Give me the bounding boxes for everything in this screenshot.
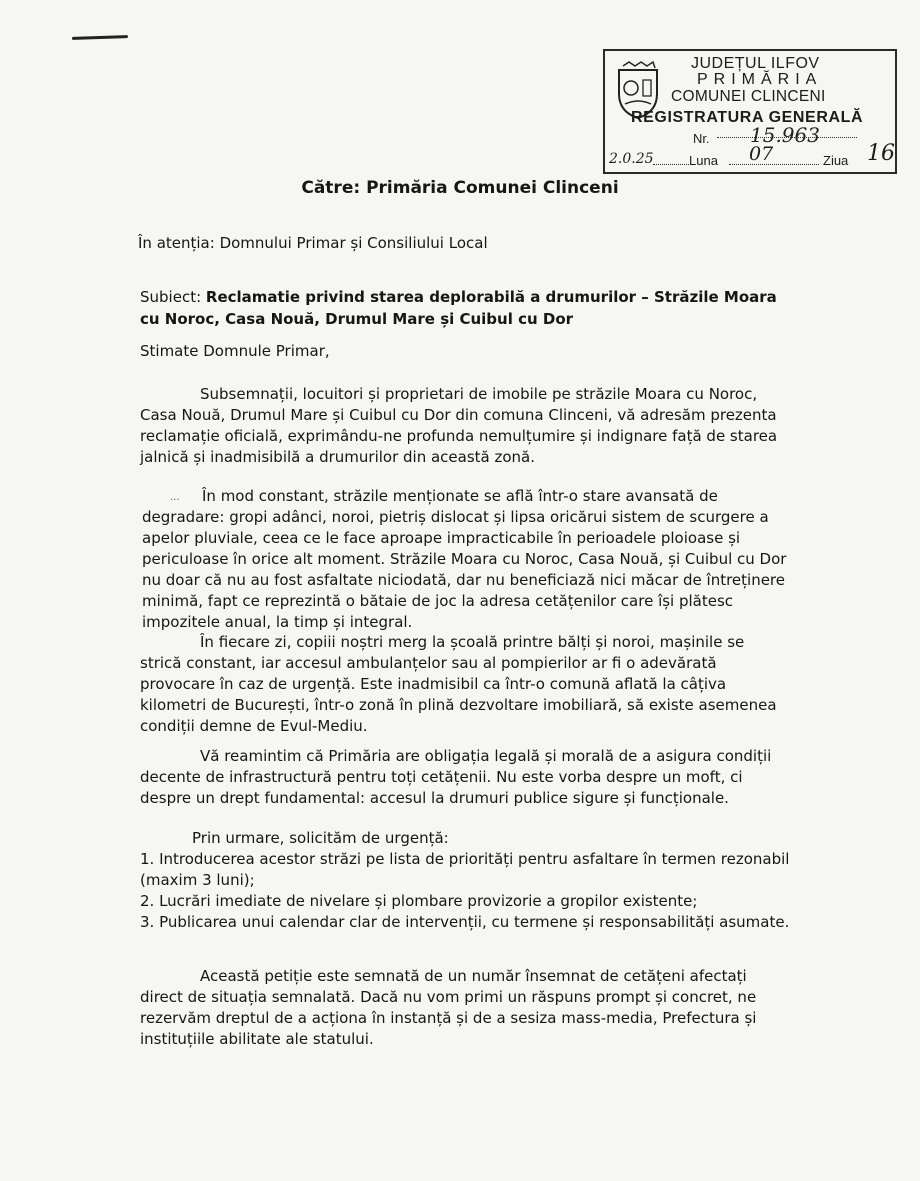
paragraph-4: Vă reamintim că Primăria are obligația legală și morală de a asigura condiții decente de infrastructură pentru toți cetățenii. Nu este vorba despre un moft, ci despre un drept fundamental: accesul la drumuri publice sigure și funcționale. [140,747,772,807]
request-item: 1. Introducerea acestor străzi pe lista de priorități pentru asfaltare în termen rezonabil (maxim 3 luni); [140,850,790,889]
request-item: 3. Publicarea unui calendar clar de intervenții, cu termene și responsabilități asumate. [140,913,790,931]
stamp-nr-label: Nr. [693,131,710,146]
requests-block [140,828,790,933]
stamp-year: 2.0.25 [609,151,654,167]
request-item: 2. Lucrări imediate de nivelare și plombare provizorie a gropilor existente; [140,892,698,910]
greeting: Stimate Domnule Primar, [140,342,330,360]
pen-mark [72,35,128,40]
paragraph-2: În mod constant, străzile menționate se află într-o stare avansată de degradare: gropi adânci, noroi, pietriș dislocat și lipsa oricărui sistem de scurgere a apelor pluviale, ceea ce le face aproape impracticabile în perioadele ploioase și periculoase în orice alt moment. Străzile Moara cu Noroc, Casa Nouă, și Cuibul cu Dor nu doar că nu au fost asfaltate niciodată, dar nu beneficiază nici măcar de întreținere minimă, fapt ce reprezintă o bătaie de joc la adresa cetățenilor care își plătesc impozitele anual, la timp și integral. [142,487,787,631]
stamp-day: 16 [867,141,895,166]
stamp-year-dots [653,164,689,165]
stamp-registry: REGISTRATURA GENERALĂ [631,109,864,126]
stamp-institution: PRIMĂRIA [697,71,823,88]
stamp-nr-value: 15.963 [750,123,820,147]
attention-line: În atenția: Domnului Primar și Consiliului Local [138,234,488,252]
subject-text: Reclamatie privind starea deplorabilă a drumurilor – Străzile Moara cu Noroc, Casa Nouă, Drumul Mare și Cuibul cu Dor [140,288,777,328]
subject-line [140,286,800,330]
subject-label: Subiect: [140,288,202,306]
scan-dots: ··· [170,495,180,506]
stamp-county: JUDEȚUL ILFOV [691,55,820,72]
stamp-ziua-label: Ziua [823,153,849,168]
stamp-commune: COMUNEI CLINCENI [671,88,826,105]
closing-paragraph: Această petiție este semnată de un număr însemnat de cetățeni afectați direct de situația semnalată. Dacă nu vom primi un răspuns prompt și concret, ne rezervăm dreptul de a acționa în instanță și de a sesiza mass-media, Prefectura și instituțiile abilitate ale statului. [140,967,757,1048]
stamp-month: 07 [749,143,774,165]
stamp-luna-label: Luna [689,153,718,168]
recipient-heading: Către: Primăria Comunei Clinceni [301,178,619,198]
requests-intro: Prin urmare, solicităm de urgență: [192,829,449,847]
registration-stamp [603,49,897,174]
paragraph-1: Subsemnații, locuitori și proprietari de imobile pe străzile Moara cu Noroc, Casa Nouă, Drumul Mare și Cuibul cu Dor din comuna Clinceni, vă adresăm prezenta reclamație oficială, exprimându-ne profunda nemulțumire și indignare față de starea jalnică și inadmisibilă a drumurilor din această zonă. [140,385,778,466]
stamp-month-dots [729,164,819,165]
paragraph-3: În fiecare zi, copiii noștri merg la școală printre bălți și noroi, mașinile se strică constant, iar accesul ambulanțelor sau al pompierilor ar fi o adevărată provocare în caz de urgență. Este inadmisibil ca într-o comună aflată la câțiva kilometri de București, într-o zonă în plină dezvoltare imobiliară, să existe asemenea condiții demne de Evul-Mediu. [140,633,777,735]
stamp-date-row [609,141,895,171]
